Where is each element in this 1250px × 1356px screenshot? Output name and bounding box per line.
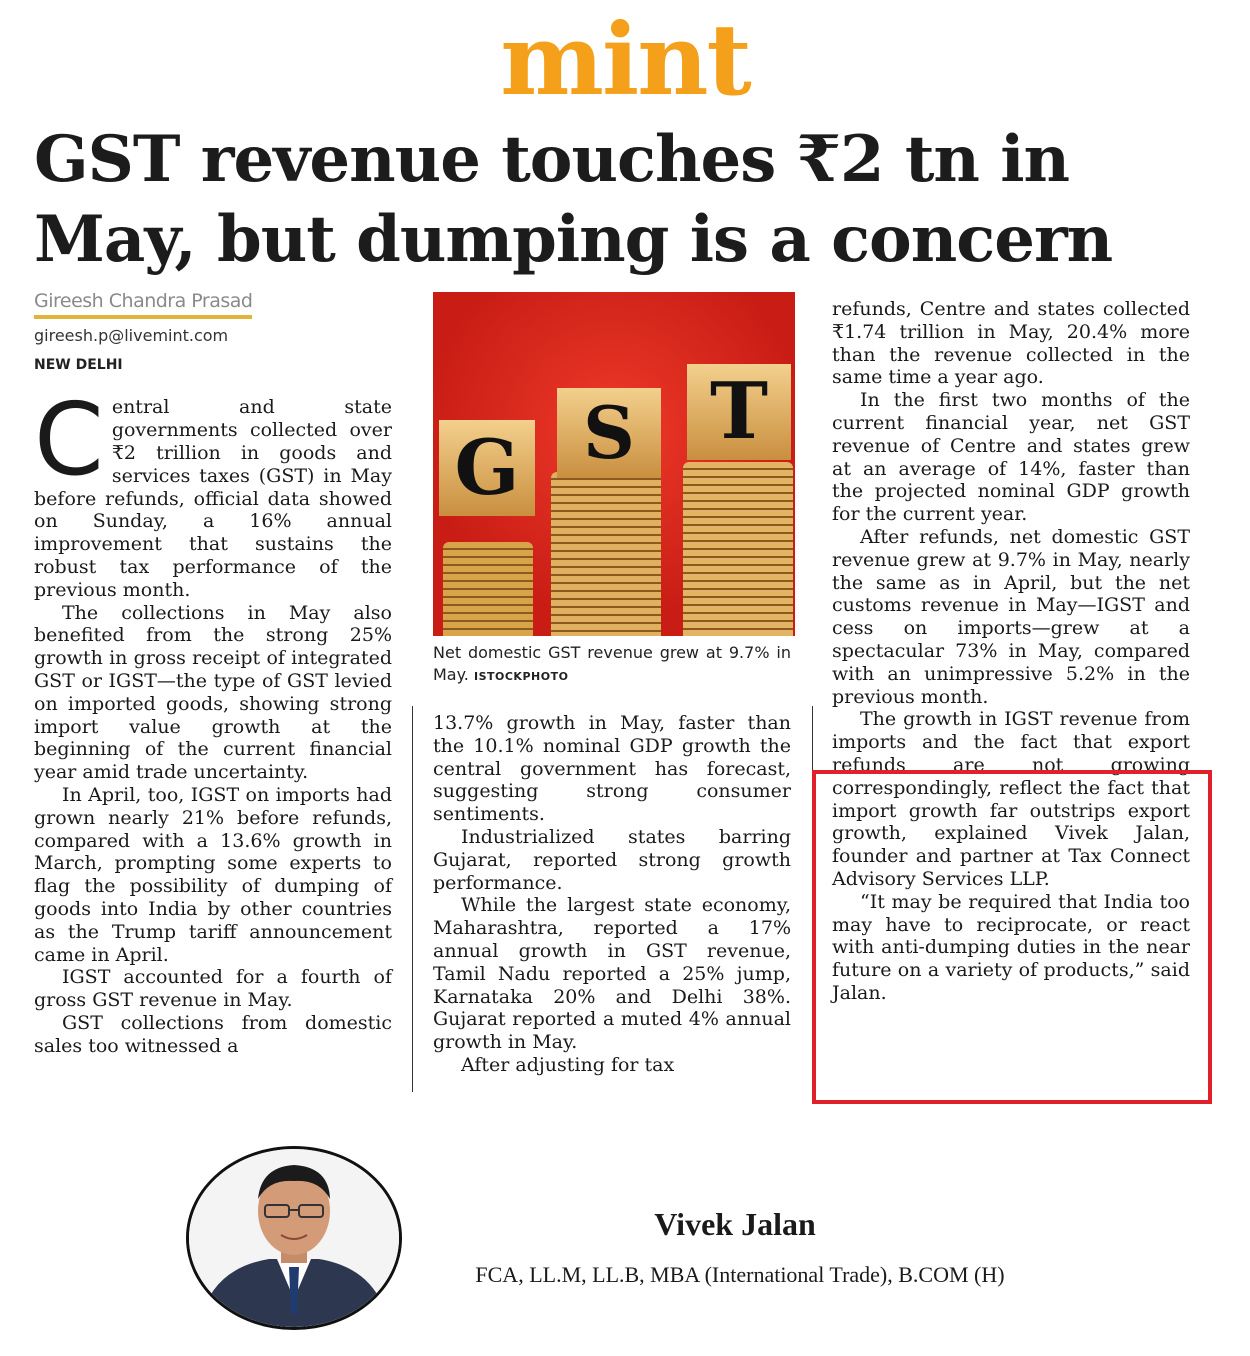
highlight-box xyxy=(812,770,1212,1104)
coin-stack xyxy=(443,542,533,636)
byline-email[interactable]: gireesh.p@livemint.com xyxy=(34,325,229,345)
drop-cap: C xyxy=(34,381,104,499)
letter-block-s: S xyxy=(557,388,661,478)
gst-photo xyxy=(433,292,795,636)
profile-qualifications: FCA, LL.M, LL.B, MBA (International Trade), B.COM (H) xyxy=(475,1262,1005,1287)
profile-name: Vivek Jalan xyxy=(654,1206,816,1242)
article-paragraph: The collections in May also benefited from the strong 25% growth in gross receipt of integrated GST or IGST—the type of GST levied on imported goods, showing strong import value growth at the beginning of the current financial year amid trade uncertainty. xyxy=(34,601,392,784)
coin-stack xyxy=(683,462,793,636)
headline: GST revenue touches ₹2 tn in May, but dumping is a concern xyxy=(34,122,1113,277)
coin-stack xyxy=(551,472,661,636)
article-paragraph: After refunds, net domestic GST revenue grew at 9.7% in May, nearly the same as in April, but the net customs revenue in May—IGST and cess on imports—grew at a spectacular 73% in May, compared with an unimpressive 5.2% in the previous month. xyxy=(832,525,1190,708)
article-paragraph: Industrialized states barring Gujarat, reported strong growth performance. xyxy=(433,825,791,894)
article-paragraph: GST collections from domestic sales too witnessed a xyxy=(34,1011,392,1057)
column-divider xyxy=(812,706,813,770)
article-paragraph: In the first two months of the current financial year, net GST revenue of Centre and states grew at an average of 14%, faster than the projected nominal GDP growth for the current year. xyxy=(832,389,1190,526)
profile-photo xyxy=(186,1146,402,1330)
article-column-1 xyxy=(34,290,392,1058)
mint-logo: mint xyxy=(500,3,750,118)
article-paragraph-highlighted: The growth in IGST revenue from imports and the fact that export refunds are not growing correspondingly, reflect the fact that import growth far outstrips export growth, explained Vivek Jalan, founder and partner at Tax Connect Advisory Services LLP. xyxy=(832,708,1190,890)
column-divider xyxy=(412,706,413,1092)
article-paragraph: In April, too, IGST on imports had grown nearly 21% before refunds, compared with a 13.6% growth in March, prompting some experts to flag the possibility of dumping of goods into India by other countries as the Trump tariff announcement came in April. xyxy=(34,783,392,966)
letter-block-t: T xyxy=(687,364,791,460)
article-paragraph: After adjusting for tax xyxy=(461,1053,675,1076)
letter-block-g: G xyxy=(439,420,535,516)
article-paragraph-highlighted: “It may be required that India too may have to reciprocate, or react with anti-dumping duties in the near future on a variety of products,” said Jalan. xyxy=(832,890,1190,1004)
person-portrait-icon xyxy=(189,1149,399,1327)
dateline: NEW DELHI xyxy=(34,356,123,373)
article-paragraph: Central and state governments collected over ₹2 trillion in goods and services taxes (GST) in May before refunds, official data showed on Sunday, a 16% annual improvement that sustains the robust tax performance of the previous month. xyxy=(34,381,392,601)
byline-author: Gireesh Chandra Prasad xyxy=(34,290,252,319)
article-paragraph: refunds, Centre and states collected ₹1.74 trillion in May, 20.4% more than the revenue collected in the same time a year ago. xyxy=(832,298,1190,389)
article-column-2 xyxy=(433,292,791,1077)
photo-credit: ISTOCKPHOTO xyxy=(473,670,569,683)
article-paragraph: While the largest state economy, Maharashtra, reported a 17% annual growth in GST revenue, Tamil Nadu reported a 25% jump, Karnataka 20% and Delhi 38%. Gujarat reported a muted 4% annual growth in May. xyxy=(433,894,791,1054)
article-paragraph: 13.7% growth in May, faster than the 10.1% nominal GDP growth the central government has forecast, suggesting strong consumer sentiments. xyxy=(433,712,791,826)
article-paragraph: IGST accounted for a fourth of gross GST revenue in May. xyxy=(34,966,392,1012)
photo-caption: Net domestic GST revenue grew at 9.7% in May. ISTOCKPHOTO xyxy=(433,643,791,684)
